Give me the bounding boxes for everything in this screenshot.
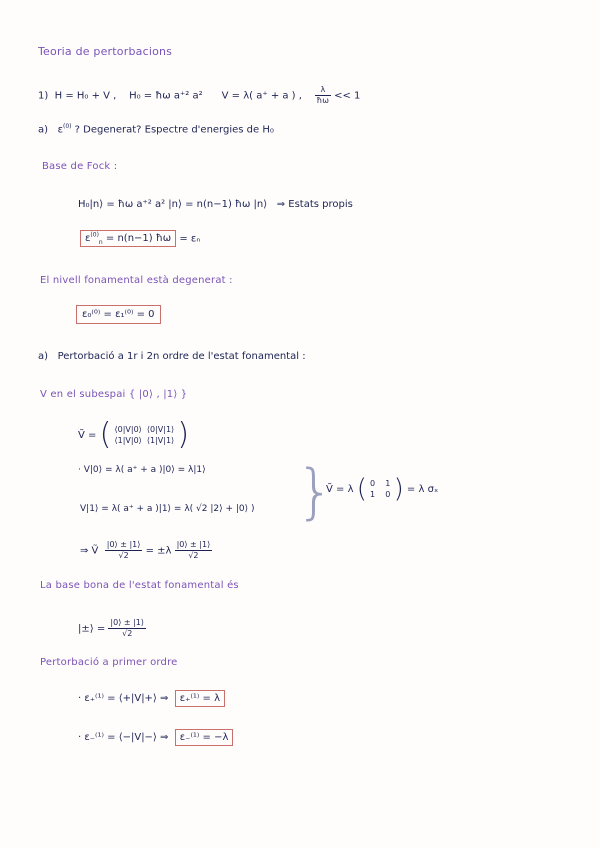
- subspace-text: V en el subespai { |0⟩ , |1⟩ }: [40, 389, 188, 400]
- ground-energy-line: [76, 310, 161, 320]
- page-title: Teoria de pertorbacions: [38, 45, 173, 58]
- v-tilde-matrix: ⟨0|V|0⟩ ⟨0|V|1⟩ ⟨1|V|0⟩ ⟨1|V|1⟩: [114, 424, 175, 445]
- energy-spectrum-box: $\varepsilon^{(0)}_n = n(n-1)$ ħω: [80, 230, 176, 247]
- part-a2-label: a): [38, 351, 49, 362]
- brace-icon: }: [296, 457, 335, 527]
- part-a-question: [38, 124, 274, 135]
- problem-number: 1): [38, 90, 49, 102]
- v-on-zero: · V|0⟩ = λ( a⁺ + a )|0⟩ = λ|1⟩: [78, 465, 206, 475]
- part-a-text: ? Degenerat? Espectre d'energies de H₀: [74, 124, 274, 136]
- part-a-label: a): [38, 124, 49, 136]
- hamiltonian-total: H = H₀ + V: [54, 90, 110, 102]
- part-a2-text: Pertorbació a 1r i 2n ordre de l'estat fonamental :: [57, 351, 306, 362]
- fock-equation-line: [78, 200, 353, 210]
- energy-order: (0): [62, 123, 72, 130]
- energy-symbol: ε: [57, 124, 63, 136]
- perturbation: V = λ( a⁺ + a ): [221, 90, 296, 102]
- fock-equation: H₀|n⟩ = ħω a⁺² a² |n⟩ = n(n−1) ħω |n⟩: [78, 199, 268, 210]
- eigen-equation: ⇒ Ṽ $\frac{|0⟩ \pm |1⟩}{√2}$ = ±λ $\frac{|0⟩ \pm |1⟩}{√2}$: [80, 540, 211, 560]
- eigenstates-note: ⇒ Estats propis: [276, 199, 353, 210]
- first-order-heading: Pertorbació a primer ordre: [40, 657, 178, 668]
- v-tilde-result: Ṽ = λ ( 0 1 1 0 ) = λ σₓ: [326, 474, 439, 504]
- small-parameter-relation: << 1: [334, 90, 361, 102]
- fock-heading: Base de Fock :: [42, 161, 118, 172]
- v-on-one: V|1⟩ = λ( a⁺ + a )|1⟩ = λ( √2 |2⟩ + |0⟩ ): [80, 504, 255, 514]
- ground-degenerate-text: El nivell fonamental està degenerat :: [40, 275, 233, 286]
- first-order-plus: · ε₊⁽¹⁾ = ⟨+|V|+⟩ ⇒ ε₊⁽¹⁾ = λ: [78, 694, 225, 704]
- hamiltonian-unperturbed: H₀ = ħω a⁺² a²: [129, 90, 203, 102]
- energy-spectrum-line: [80, 233, 200, 246]
- part-a2-line: [38, 352, 306, 362]
- ground-energy-box: ε₀⁽⁰⁾ = ε₁⁽⁰⁾ = 0: [76, 305, 161, 324]
- good-basis-equation: |±⟩ = $\frac{|0⟩ \pm |1⟩}{√2}$: [78, 618, 145, 638]
- pauli-matrix: 0 1 1 0: [370, 478, 391, 499]
- first-order-plus-box: ε₊⁽¹⁾ = λ: [175, 690, 225, 707]
- small-parameter: $\frac{\lambda}{ħ\omega}$: [316, 85, 329, 105]
- energy-spectrum-rest: = εₙ: [179, 233, 201, 245]
- v-tilde-matrix-line: Ṽ = ( ⟨0|V|0⟩ ⟨0|V|1⟩ ⟨1|V|0⟩ ⟨1|V|1⟩ ): [78, 417, 190, 452]
- first-order-minus: · ε₋⁽¹⁾ = ⟨−|V|−⟩ ⇒ ε₋⁽¹⁾ = −λ: [78, 733, 233, 743]
- good-basis-text: La base bona de l'estat fonamental és: [40, 580, 239, 591]
- first-order-minus-box: ε₋⁽¹⁾ = −λ: [175, 729, 234, 746]
- v-tilde-label: Ṽ =: [78, 430, 97, 441]
- problem-line: 1) H = H₀ + V , H₀ = ħω a⁺² a² V = λ( a⁺ + a ) , $\frac{\lambda}{ħ\omega}$ << 1: [38, 85, 361, 105]
